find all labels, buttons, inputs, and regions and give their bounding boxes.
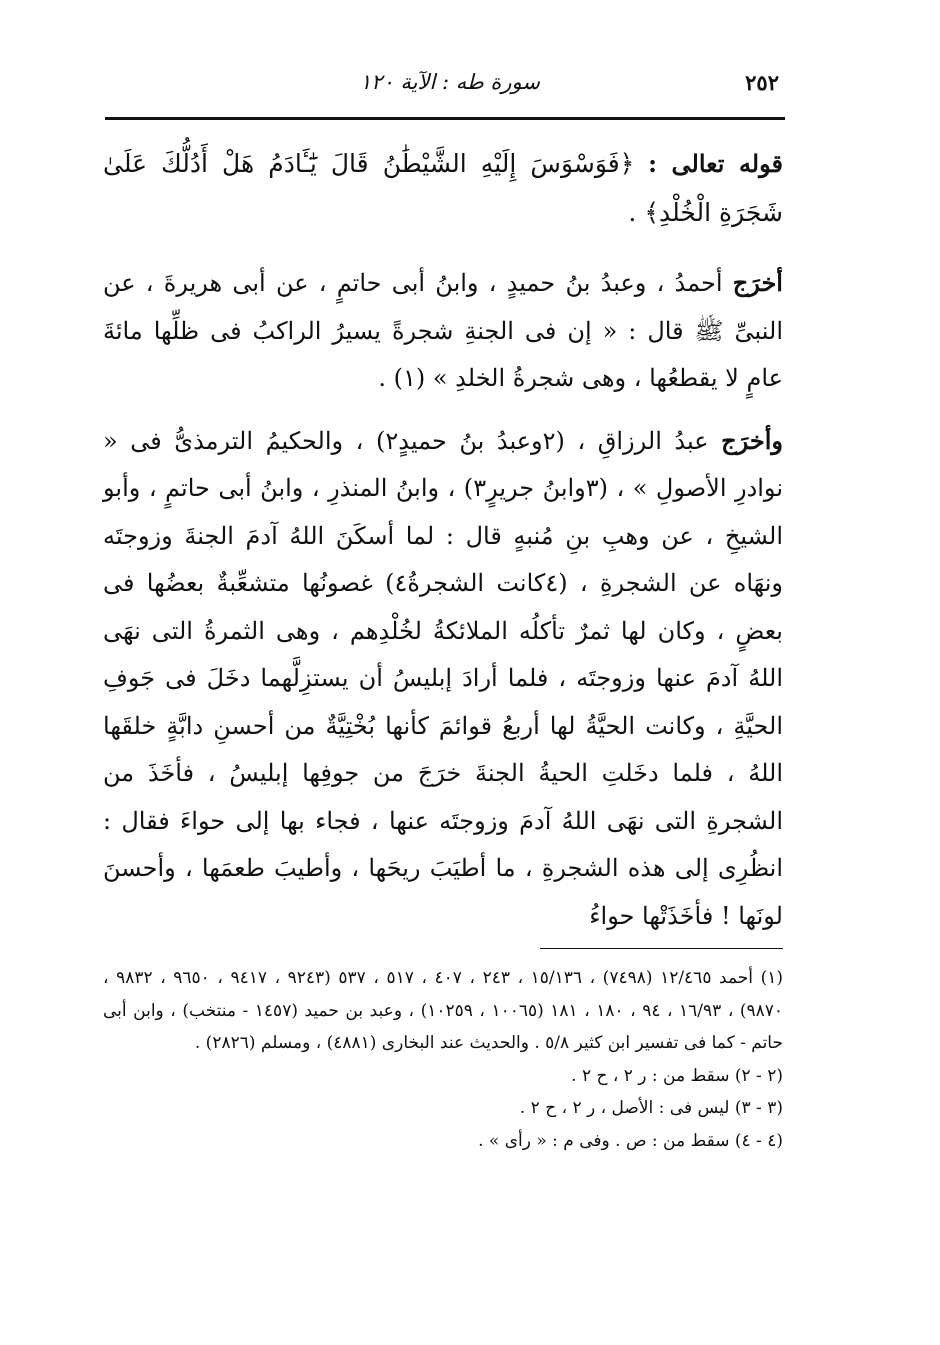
running-title: سورة طه : الآية ١٢٠ bbox=[359, 70, 540, 94]
verse-lead: قوله تعالى : bbox=[648, 149, 783, 178]
paragraph-text: أحمدُ ، وعبدُ بنُ حميدٍ ، وابنُ أبى حاتمٍ ، عن أبى هريرةَ ، عن النبىِّ ﷺ قال : « إن فى الجنةِ شجرةً يسيرُ الراكبُ فى ظلِّها مائةَ عامٍ لا يقطعُها ، وهى شجرةُ الخلدِ » (١) . bbox=[103, 269, 784, 392]
paragraph bbox=[103, 259, 783, 403]
main-text bbox=[103, 140, 783, 954]
footnote: (٣ - ٣) ليس فى : الأصل ، ر ٢ ، ح ٢ . bbox=[519, 1098, 783, 1118]
verse-block bbox=[103, 140, 783, 237]
footnote-divider bbox=[540, 948, 783, 949]
header-divider bbox=[105, 117, 785, 120]
page-number: ٢٥٢ bbox=[745, 70, 779, 95]
page-header bbox=[105, 66, 785, 106]
paragraph-text: عبدُ الرزاقِ ، (٢وعبدُ بنُ حميدٍ٢) ، والحكيمُ الترمذىُّ فى « نوادرِ الأصولِ » ، (٣وابنُ جريرٍ٣) ، وابنُ المنذرِ ، وابنُ أبى حاتمٍ ، وأبو الشيخِ ، عن وهبِ بنِ مُنبهٍ قال : لما أسكَنَ اللهُ آدمَ الجنةَ وزوجتَه ونهَاه عن الشجرةِ ، (٤كانت الشجرةُ٤) غصونُها متشعِّبةٌ بعضُها فى بعضٍ ، وكان لها ثمرٌ تأكلُه الملائكةُ لخُلْدِهم ، وهى الثمرةُ التى نهَى اللهُ آدمَ عنها وزوجتَه ، فلما أرادَ إبليسُ أن يستزِلَّهما دخَلَ فى جَوفِ الحيَّةِ ، وكانت الحيَّةُ لها أربعُ قوائمَ كأنها بُخْتِيَّةٌ من أحسنِ دابَّةٍ خلقَها اللهُ ، فلما دخَلتِ الحيةُ الجنةَ خرَجَ من جوفِها إبليسُ ، فأخَذَ من الشجرةِ التى نهَى اللهُ آدمَ وزوجتَه عنها ، فجاء بها إلى حواءَ فقال : انظُرِى إلى هذه الشجرةِ ، ما أطيَبَ ريحَها ، وأطيبَ طعمَها ، وأحسنَ لونَها ! فأخَذَتْها حواءُ bbox=[103, 426, 784, 930]
footnote: (١) أحمد ١٢/٤٦٥ (٧٤٩٨) ، ١٥/١٣٦ ، ٢٤٣ ، ٤٠٧ ، ٥١٧ ، ٥٣٧ (٩٢٤٣ ، ٩٤١٧ ، ٩٦٥٠ ، ٩٨٣٢ ، ٩٨٧٠) ، ١٦/٩٣ ، ٩٤ ، ١٨٠ ، ١٨١ (١٠٠٦٥ ، ١٠٢٥٩) ، وعبد بن حميد (١٤٥٧ - منتخب) ، وابن أبى حاتم - كما فى تفسير ابن كثير ٥/٨ . والحديث عند البخارى (٤٨٨١) ، ومسلم (٢٨٢٦) . bbox=[103, 968, 784, 1053]
footnotes bbox=[103, 962, 783, 1157]
footnote: (٤ - ٤) سقط من : ص . وفى م : « رأى » . bbox=[478, 1130, 783, 1151]
paragraph-lead: وأخرَج bbox=[721, 425, 783, 455]
footnote: (٢ - ٢) سقط من : ر ٢ ، ح ٢ . bbox=[571, 1065, 783, 1086]
quran-verse: ﴿فَوَسْوَسَ إِلَيْهِ الشَّيْطَٰنُ قَالَ يَٰٓـَٔادَمُ هَلْ أَدُلُّكَ عَلَىٰ شَجَرَةِ الْخُلْدِ﴾ . bbox=[103, 149, 783, 227]
paragraph bbox=[103, 417, 783, 941]
paragraph-lead: أخرَج bbox=[732, 268, 783, 297]
